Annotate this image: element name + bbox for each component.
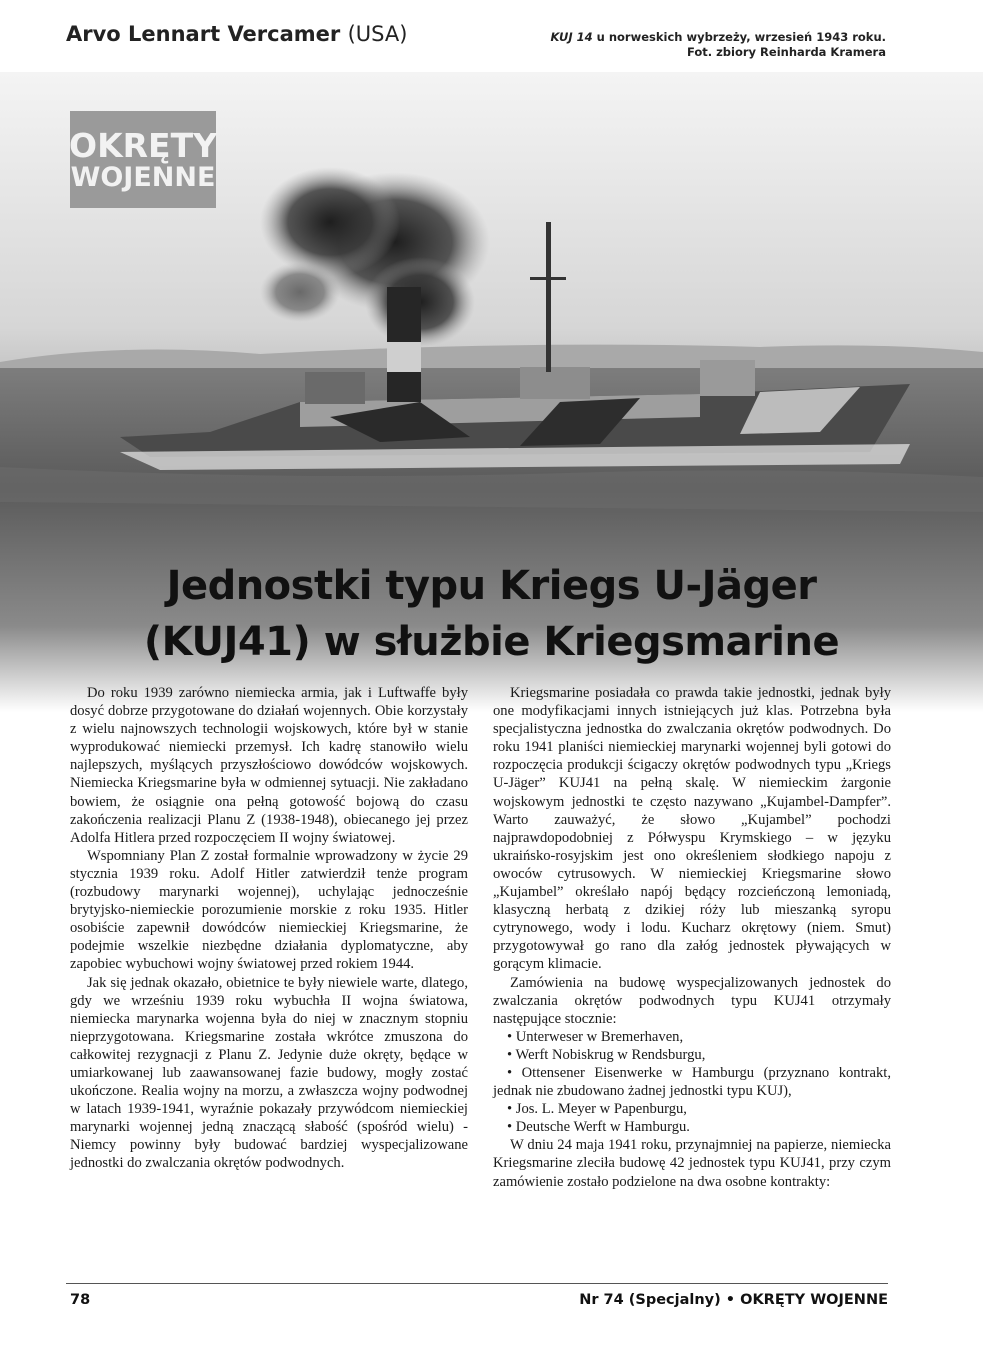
paragraph: Do roku 1939 zarówno niemiecka armia, jak i Luftwaffe były dosyć dobrze przygotowane do działań wojennych. Obie korzystały z wielu najnowszych technologii wojskowych, które był w stanie wyprodukować niemiecki przemysł. Ich kadrę stanowiło wielu najlepszych, myślących przyszłościowo dowódców wojskowych. Niemiecka Kriegsmarine była w odmiennej sytuacji. Nie zakładano bowiem, że osiągnie ona pełną gotowość bojową do czasu zakończenia realizacji Planu Z (1938-1948), obiecanego jej przez Adolfa Hitlera przed rozpoczęciem II wojny światowej. bbox=[70, 685, 468, 846]
title-line-1: Jednostki typu Kriegs U-Jäger bbox=[166, 563, 817, 609]
caption-ship-name: KUJ 14 bbox=[550, 30, 593, 44]
author-line bbox=[66, 22, 407, 46]
magazine-logo bbox=[70, 111, 216, 208]
paragraph: Kriegsmarine posiadała co prawda takie jednostki, jednak były one modyfikacjami innych istniejących już klas. Potrzebna była specjalistyczna jednostka do zwalczania okrętów podwodnych. Do roku 1941 planiści niemieckiej marynarki wojennej byli gotowi do rozpoczęcia produkcji ścigaczy okrętów podwodnych typu „Kriegs U-Jäger” KUJ41 na pełną skalę. W niemieckim żargonie wojskowym jednostki te często nazywano „Kujambel-Dampfer”. Warto zauważyć, że słowo „Kujambel” pochodzi najprawdopodobniej z Półwyspu Krymskiego – w języku ukraińsko-rosyjskim jest ono określeniem słodkiego napoju z owoców cytrusowych. W niemieckiej Kriegsmarine słowo „Kujambel” określało napój będący rozcieńczoną lemoniadą, klasyczną herbatą z dzikiej róży lub mieszanką syropu cytrynowego, wody i lodu. Kucharz okrętowy (niem. Smut) przygotowywał go rano dla załóg jednostek pływających w gorącym klimacie. bbox=[493, 685, 891, 973]
photo-caption bbox=[551, 30, 887, 60]
smoke-cloud bbox=[260, 167, 490, 347]
issue-label: Nr 74 (Specjalny) • OKRĘTY WOJENNE bbox=[579, 1292, 888, 1308]
paragraph: Wspomniany Plan Z został formalnie wprowadzony w życie 29 stycznia 1939 roku. Adolf Hitler zatwierdził tenże program (rozbudowy marynarki wojennej), uchylając jednocześnie brytyjsko-niemieckie porozumienie morskie z roku 1935. Hitler osobiście zapewnił dowódców niemieckiej Kriegsmarine, że podejmie wszelkie niezbędne działania dyplomatyczne, aby zapobiec wybuchowi wojny światowej przed rokiem 1944. bbox=[70, 847, 468, 973]
left-column bbox=[70, 684, 468, 1173]
right-column bbox=[493, 684, 891, 1191]
article-title bbox=[0, 558, 983, 670]
list-item: • Werft Nobiskrug w Rendsburgu, bbox=[493, 1046, 891, 1064]
caption-text: u norweskich wybrzeży, wrzesień 1943 roku. bbox=[592, 30, 886, 44]
paragraph: Jak się jednak okazało, obietnice te były niewiele warte, dlatego, gdy we wrześniu 1939 roku wybuchła II wojna światowa, niemiecka marynarka wojenna była do niej w znacznym stopniu nieprzygotowana. Kriegsmarine została wkrótce zmuszona do całkowitej rezygnacji z Planu Z. Jedynie duże okręty, będące w umiarkowanej lub zaawansowanej fazie budowy, mogły zostać ukończone. Realia wojny na morzu, a zwłaszcza wojny podwodnej w latach 1939-1941, wyraźnie pokazały przywódcom niemieckiej marynarki wojennej jedną znaczącą słabość (spośród wielu) - Niemcy powinny były budować bardziej wyspecjalizowane jednostki do zwalczania okrętów podwodnych. bbox=[70, 974, 468, 1172]
list-item: • Unterweser w Bremerhaven, bbox=[493, 1028, 891, 1046]
title-line-2: (KUJ41) w służbie Kriegsmarine bbox=[143, 619, 840, 665]
logo-line-1: OKRĘTY bbox=[69, 125, 217, 165]
logo-line-2: WOJENNE bbox=[70, 161, 216, 193]
caption-credit: Fot. zbiory Reinharda Kramera bbox=[686, 45, 886, 59]
paragraph: Zamówienia na budowę wyspecjalizowanych jednostek do zwalczania okrętów podwodnych typu KUJ41 otrzymały następujące stocznie: bbox=[493, 974, 891, 1027]
page-number: 78 bbox=[70, 1292, 91, 1308]
author-name: Arvo Lennart Vercamer bbox=[66, 22, 341, 46]
paragraph: W dniu 24 maja 1941 roku, przynajmniej na papierze, niemiecka Kriegsmarine zleciła budowę 42 jednostek typu KUJ41, przy czym zamówienie zostało podzielone na dwa osobne kontrakty: bbox=[493, 1137, 891, 1190]
list-item: • Jos. L. Meyer w Papenburgu, bbox=[493, 1100, 891, 1118]
shipyard-list bbox=[493, 1028, 891, 1137]
list-item: • Deutsche Werft w Hamburgu. bbox=[493, 1118, 891, 1136]
author-country: (USA) bbox=[347, 22, 408, 46]
list-item: • Ottensener Eisenwerke w Hamburgu (przyznano kontrakt, jednak nie zbudowano żadnej jednostki typu KUJ), bbox=[493, 1064, 891, 1100]
footer-rule bbox=[66, 1283, 888, 1284]
